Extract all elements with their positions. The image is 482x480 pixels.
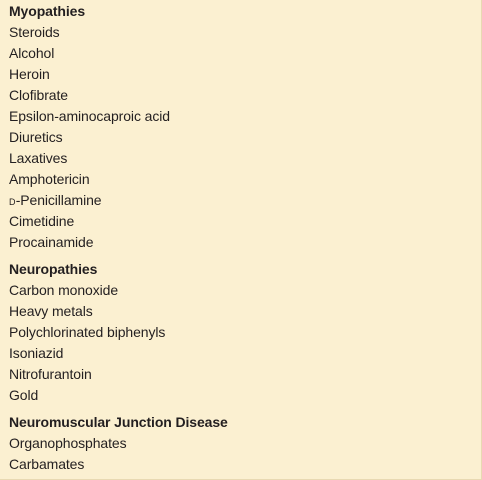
list-item: Carbamates (9, 456, 85, 472)
list-item: Epsilon-aminocaproic acid (9, 108, 170, 124)
list-item: Heavy metals (9, 303, 93, 319)
list-item: Nitrofurantoin (9, 366, 92, 382)
section-heading: Neuromuscular Junction Disease (9, 414, 228, 430)
section-neuropathies (9, 259, 469, 406)
list-item-penicillamine: D-Penicillamine (9, 192, 102, 208)
drug-list-content (9, 1, 469, 475)
list-item: Gold (9, 387, 39, 403)
list-item: Polychlorinated biphenyls (9, 324, 166, 340)
list-item: Alcohol (9, 45, 55, 61)
section-myopathies (9, 1, 469, 253)
list-item: Heroin (9, 66, 50, 82)
list-item: Cimetidine (9, 213, 75, 229)
small-caps-prefix: D (9, 197, 16, 207)
list-item: Organophosphates (9, 435, 127, 451)
list-item: Procainamide (9, 234, 94, 250)
list-item: Laxatives (9, 150, 68, 166)
section-heading: Neuropathies (9, 261, 98, 277)
list-item: Diuretics (9, 129, 63, 145)
section-heading: Myopathies (9, 3, 86, 19)
list-item: Clofibrate (9, 87, 68, 103)
section-neuromuscular-junction-disease (9, 412, 469, 475)
list-item: Amphotericin (9, 171, 90, 187)
list-item: Carbon monoxide (9, 282, 119, 298)
list-item: Steroids (9, 24, 60, 40)
list-item: Isoniazid (9, 345, 64, 361)
